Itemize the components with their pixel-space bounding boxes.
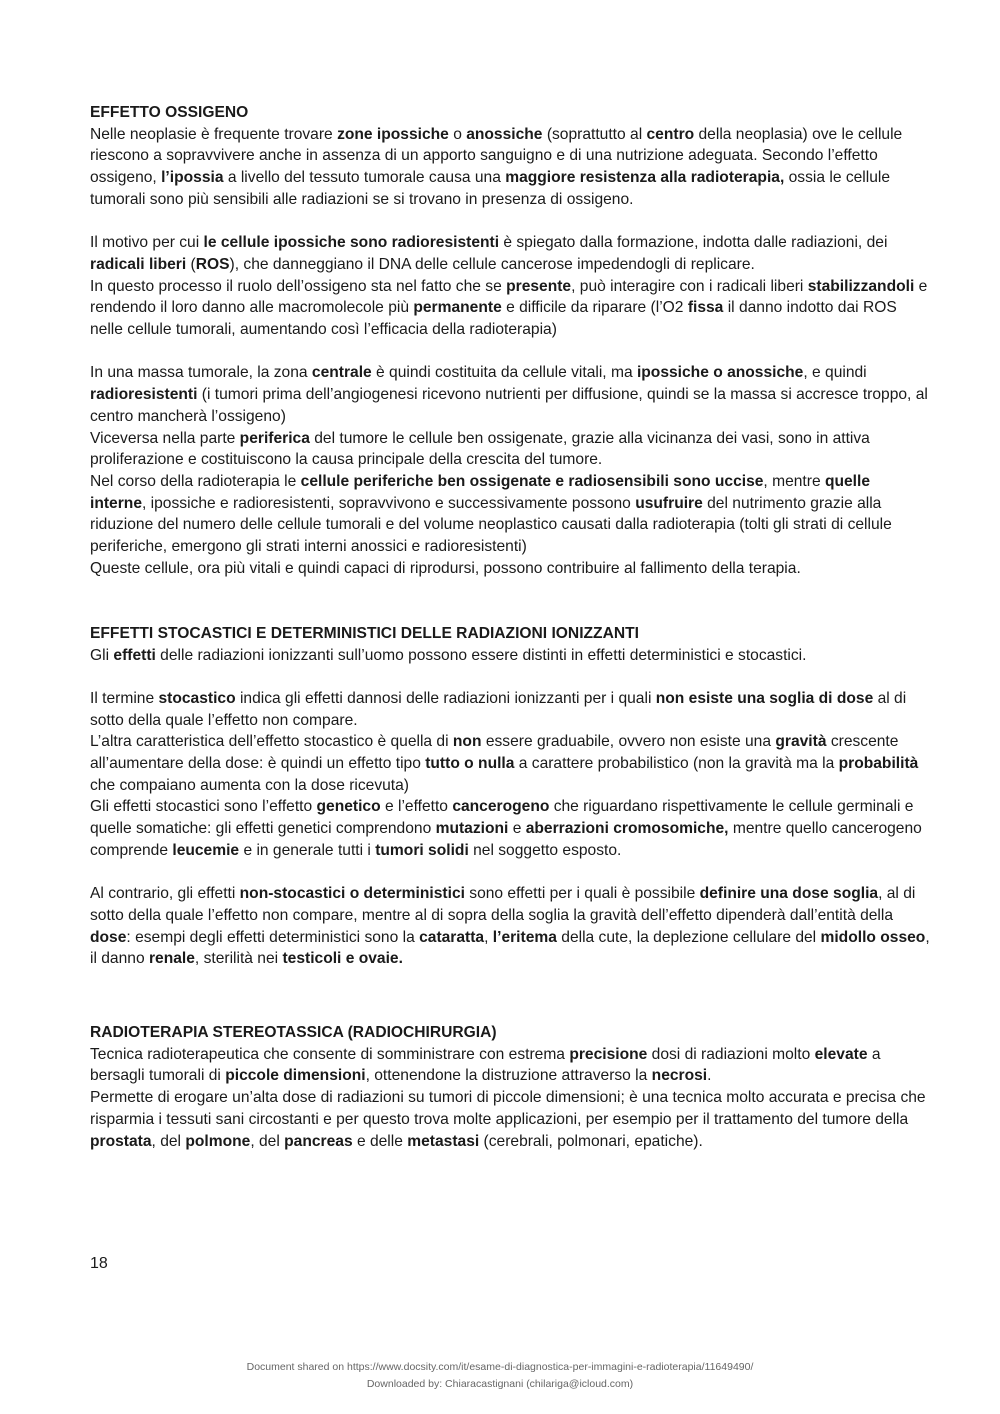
footer-shared-link: Document shared on https://www.docsity.com/it/esame-di-diagnostica-per-immagini-e-radioterapia/11649490/ xyxy=(246,1361,754,1373)
paragraph: In questo processo il ruolo dell’ossigeno sta nel fatto che se presente, può interagire con i radicali liberi stabilizzandoli e rendendo il loro danno alle macromolecole più permanente e difficile da riparare (l’O2 fissa il danno indotto dai ROS nelle cellule tumorali, aumentando così l’efficacia della radioterapia) xyxy=(90,277,928,339)
bold-text: periferica xyxy=(239,429,310,447)
bold-text: stabilizzandoli xyxy=(807,277,915,295)
paragraph: Tecnica radioterapeutica che consente di somministrare con estrema precisione dosi di radiazioni molto elevate a bersagli tumorali di piccole dimensioni, ottenendone la distruzione attraverso la necrosi. xyxy=(90,1045,881,1085)
bold-text: necrosi xyxy=(651,1067,708,1085)
bold-text: presente xyxy=(506,277,572,295)
bold-text: aberrazioni cromosomiche, xyxy=(525,820,729,838)
bold-text: ipossiche o anossiche xyxy=(636,364,804,382)
bold-text: centrale xyxy=(311,364,372,382)
paragraph: Queste cellule, ora più vitali e quindi capaci di riprodursi, possono contribuire al fallimento della terapia. xyxy=(90,559,801,577)
bold-text: cellule periferiche ben ossigenate e radiosensibili sono uccise xyxy=(300,472,764,490)
section-heading-effetti-stocastici: EFFETTI STOCASTICI E DETERMINISTICI DELLE RADIAZIONI IONIZZANTI xyxy=(90,624,639,642)
bold-text: testicoli e ovaie. xyxy=(282,950,403,968)
bold-text: l’eritema xyxy=(492,928,557,946)
paragraph: Gli effetti stocastici sono l’effetto genetico e l’effetto cancerogeno che riguardano rispettivamente le cellule germinali e quelle somatiche: gli effetti genetici comprendono mutazioni e aberrazioni cromosomiche, mentre quello cancerogeno comprende leucemie e in generale tutti i tumori solidi nel soggetto esposto. xyxy=(90,798,922,859)
bold-text: effetti xyxy=(113,646,156,664)
bold-text: non xyxy=(452,733,482,751)
paragraph: Nelle neoplasie è frequente trovare zone ipossiche o anossiche (soprattutto al centro della neoplasia) ove le cellule riescono a sopravvivere anche in assenza di un apporto sanguigno e di una nutrizione adeguata. Secondo l’effetto ossigeno, l’ipossia a livello del tessuto tumorale causa una maggiore resistenza alla radioterapia, ossia le cellule tumorali sono più sensibili alle radiazioni se si trovano in presenza di ossigeno. xyxy=(90,125,903,208)
bold-text: usufruire xyxy=(635,494,703,512)
bold-text: pancreas xyxy=(284,1132,353,1150)
bold-text: ROS xyxy=(195,255,230,273)
bold-text: le cellule ipossiche sono radioresistenti xyxy=(203,234,500,252)
paragraph: Il termine stocastico indica gli effetti dannosi delle radiazioni ionizzanti per i quali non esiste una soglia di dose al di sotto della quale l’effetto non compare. xyxy=(90,689,907,729)
bold-text: elevate xyxy=(814,1045,868,1063)
paragraph: Viceversa nella parte periferica del tumore le cellule ben ossigenate, grazie alla vicinanza dei vasi, sono in attiva proliferazione e costituiscono la causa principale della crescita del tumore. xyxy=(90,429,870,469)
bold-text: cancerogeno xyxy=(452,798,550,816)
bold-text: polmone xyxy=(185,1132,251,1150)
paragraph: Il motivo per cui le cellule ipossiche sono radioresistenti è spiegato dalla formazione, indotta dalle radiazioni, dei radicali liberi (ROS), che danneggiano il DNA delle cellule cancerose impedendogli di replicare. xyxy=(90,234,888,273)
bold-text: renale xyxy=(148,950,195,968)
bold-text: midollo osseo xyxy=(820,928,926,946)
bold-text: radioresistenti xyxy=(90,386,198,404)
section-heading-radioterapia-stereotassica: RADIOTERAPIA STEREOTASSICA (RADIOCHIRURGIA) xyxy=(90,1024,497,1042)
bold-text: definire una dose soglia xyxy=(699,885,879,903)
bold-text: dose xyxy=(90,928,127,946)
bold-text: gravità xyxy=(775,733,827,751)
bold-text: tutto o nulla xyxy=(425,755,515,773)
paragraph: Nel corso della radioterapia le cellule periferiche ben ossigenate e radiosensibili sono uccise, mentre quelle interne, ipossiche e radioresistenti, sopravvivono e successivamente possono usufruire del nutrimento grazie alla riduzione del numero delle cellule tumorali e del volume neoplastico causati dalla radioterapia (tolti gli strati di cellule periferiche, emergono gli strati interni anossici e radioresistenti) xyxy=(90,472,892,556)
paragraph: Gli effetti delle radiazioni ionizzanti sull’uomo possono essere distinti in effetti deterministici e stocastici. xyxy=(90,646,807,664)
bold-text: non-stocastici o deterministici xyxy=(239,885,465,903)
bold-text: non esiste una soglia di dose xyxy=(655,689,874,707)
bold-text: centro xyxy=(646,125,695,143)
bold-text: fissa xyxy=(687,299,724,317)
bold-text: l’ipossia xyxy=(161,169,224,187)
bold-text: genetico xyxy=(316,798,381,816)
page-content xyxy=(90,102,930,1152)
bold-text: piccole dimensioni xyxy=(225,1067,366,1085)
bold-text: tumori solidi xyxy=(375,841,469,859)
section-heading-effetto-ossigeno: EFFETTO OSSIGENO xyxy=(90,104,249,121)
bold-text: prostata xyxy=(90,1132,152,1150)
bold-text: anossiche xyxy=(466,125,543,143)
bold-text: mutazioni xyxy=(435,820,509,838)
footer-downloaded-by: Downloaded by: Chiaracastignani (chilariga@icloud.com) xyxy=(366,1378,634,1390)
bold-text: precisione xyxy=(569,1045,648,1063)
bold-text: radicali liberi xyxy=(90,255,187,273)
bold-text: stocastico xyxy=(158,689,236,707)
bold-text: permanente xyxy=(413,299,502,317)
bold-text: quelle interne xyxy=(90,472,871,512)
paragraph: In una massa tumorale, la zona centrale è quindi costituita da cellule vitali, ma ipossiche o anossiche, e quindi radioresistenti (i tumori prima dell’angiogenesi ricevono nutrienti per diffusione, quindi se la massa si accresce troppo, al centro mancherà l’ossigeno) xyxy=(90,364,928,425)
bold-text: probabilità xyxy=(838,755,919,773)
paragraph: Al contrario, gli effetti non-stocastici o deterministici sono effetti per i quali è possibile definire una dose soglia, al di sotto della quale l’effetto non compare, mentre al di sopra della soglia la gravità dell’effetto dipenderà dall’entità della dose: esempi degli effetti deterministici sono la cataratta, l’eritema della cute, la deplezione cellulare del midollo osseo, il danno renale, sterilità nei testicoli e ovaie. xyxy=(90,885,930,968)
paragraph: L’altra caratteristica dell’effetto stocastico è quella di non essere graduabile, ovvero non esiste una gravità crescente all’aumentare della dose: è quindi un effetto tipo tutto o nulla a carattere probabilistico (non la gravità ma la probabilità che compaiano aumenta con la dose ricevuta) xyxy=(90,733,919,794)
bold-text: maggiore resistenza alla radioterapia, xyxy=(505,169,785,187)
bold-text: zone ipossiche xyxy=(337,125,449,143)
bold-text: cataratta xyxy=(419,928,485,946)
page-number: 18 xyxy=(90,1255,108,1272)
paragraph: Permette di erogare un’alta dose di radiazioni su tumori di piccole dimensioni; è una tecnica molto accurata e precisa che risparmia i tessuti sani circostanti e per questo trova molte applicazioni, per esempio per il trattamento del tumore della prostata, del polmone, del pancreas e delle metastasi (cerebrali, polmonari, epatiche). xyxy=(90,1089,926,1150)
bold-text: leucemie xyxy=(172,841,240,859)
bold-text: metastasi xyxy=(407,1132,480,1150)
